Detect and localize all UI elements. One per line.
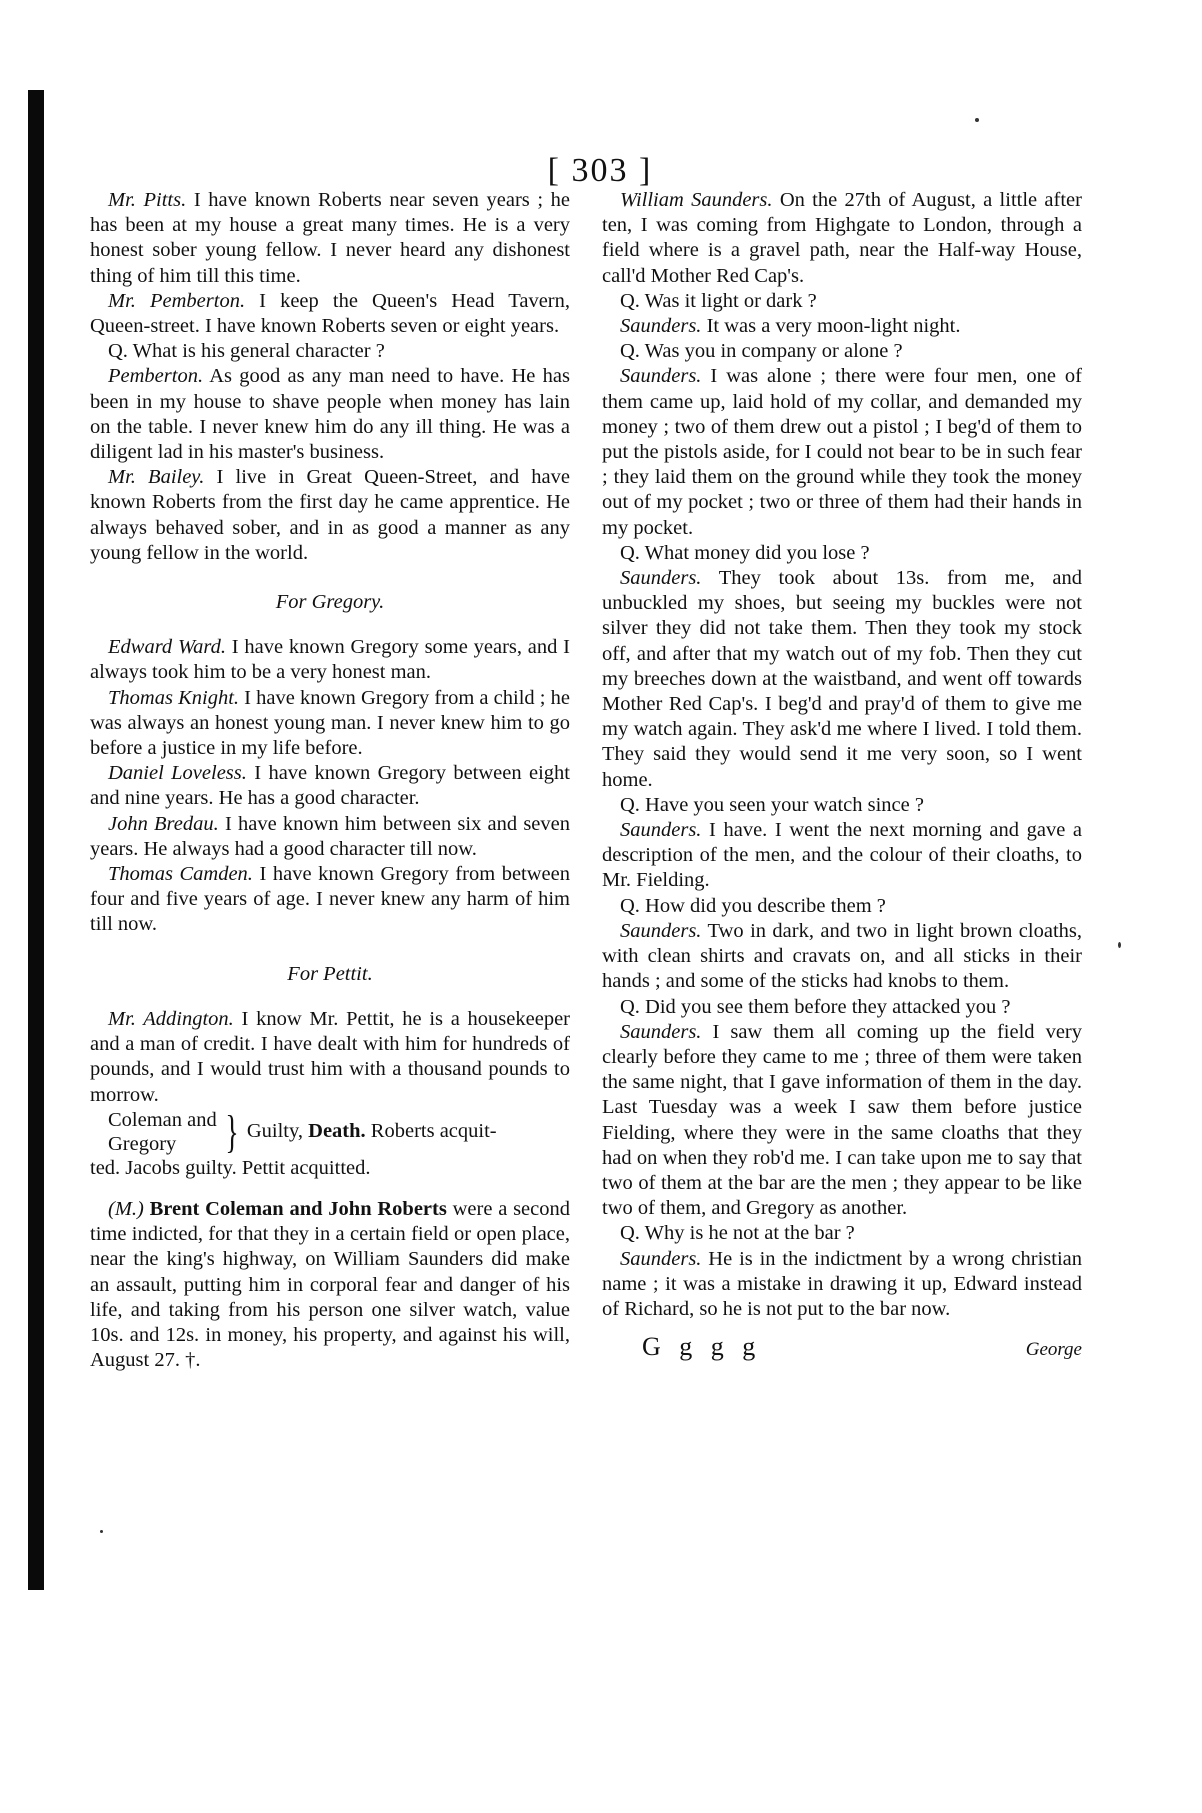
testimony-pitts: Mr. Pitts. I have known Roberts near seven years ; he has been at my house a great many times. He is a very honest sober young fellow. I never heard any dishonest thing of him till this time.	[90, 189, 570, 287]
verdict	[108, 1105, 570, 1157]
testimony-bredau: John Bredau. I have known him between six and seven years. He always had a good character till now.	[90, 812, 571, 860]
verdict-names: Coleman and Gregory	[108, 1108, 217, 1155]
testimony-pemberton-answer: Pemberton. As good as any man need to have. He has been in my house to shave people when money has lain on the table. I never knew him do any ill thing. He was a diligent lad in his master's business.	[90, 365, 570, 464]
verdict-continued: ted. Jacobs guilty. Pettit acquitted.	[90, 1156, 371, 1179]
answer: Saunders. He is in the indictment by a wrong christian name ; it was a mistake in drawing it up, Edward instead of Richard, so he is not put to the bar now.	[602, 1247, 1082, 1320]
catchword: George	[1025, 1339, 1082, 1361]
testimony-knight: Thomas Knight. I have known Gregory from a child ; he was always an honest young man. I never knew him to go before a justice in my life before.	[90, 686, 570, 760]
brace-glyph: }	[225, 1105, 239, 1157]
answer: Saunders. Two in dark, and two in light brown cloaths, with clean shirts and cravats on, and all sticks in their hands ; and some of the sticks had knobs to them.	[602, 919, 1082, 993]
answer: Saunders. I was alone ; there were four men, one of them came up, laid hold of my collar, and demanded my money ; two of them drew out a pistol ; I beg'd of them to put the pistols aside, for I could not bear to be in such fear ; they laid them on the ground while they took the money out of my pocket ; two or three of them had their hands in my pocket.	[602, 365, 1082, 539]
signature-mark: G g g g	[642, 1332, 762, 1362]
testimony-addington: Mr. Addington. I know Mr. Pettit, he is a housekeeper and a man of credit. I have dealt with him for hundreds of pounds, and I would trust him with a thousand pounds to morrow.	[90, 1007, 570, 1106]
indictment: (M.) Brent Coleman and John Roberts were a second time indicted, for that they in a certain field or open place, near the king's highway, on William Saunders did make an assault, putting him in corporal fear and danger of his life, and taking from his person one silver watch, value 10s. and 12s. in money, his property, and against his will, August 27. †.	[90, 1197, 570, 1372]
answer: Saunders. It was a very moon-light night.	[620, 315, 961, 338]
question: Q. Was you in company or alone ?	[620, 340, 903, 363]
question: Q. Did you see them before they attacked you ?	[620, 995, 1011, 1018]
testimony-bailey: Mr. Bailey. I live in Great Queen-Street, and have known Roberts from the first day he came apprentice. He always behaved sober, and in as good a manner as any young fellow in the world.	[90, 466, 570, 564]
heading-for-gregory: For Gregory.	[275, 591, 385, 614]
binding-shadow	[28, 90, 44, 1590]
right-column	[602, 188, 1082, 1362]
page-footer	[602, 1334, 1082, 1362]
question: Q. What money did you lose ?	[620, 541, 870, 564]
question: Q. What is his general character ?	[108, 340, 385, 363]
page-number: [ 303 ]	[547, 152, 653, 189]
testimony-ward: Edward Ward. I have known Gregory some years, and I always took him to be a very honest man.	[90, 636, 571, 684]
ink-speck	[975, 118, 979, 122]
testimony-loveless: Daniel Loveless. I have known Gregory between eight and nine years. He has a good character.	[90, 762, 570, 810]
testimony-pemberton: Mr. Pemberton. I keep the Queen's Head Tavern, Queen-street. I have known Roberts seven or eight years.	[90, 289, 570, 338]
verdict-text: Guilty, Death. Roberts acquit-	[246, 1120, 497, 1143]
question: Q. How did you describe them ?	[620, 894, 886, 917]
ink-speck	[1118, 942, 1121, 948]
left-column	[90, 188, 570, 1373]
testimony-saunders: William Saunders. On the 27th of August, a little after ten, I was coming from Highgate to London, through a field where is a gravel path, near the Half-way House, call'd Mother Red Cap's.	[602, 189, 1082, 287]
testimony-camden: Thomas Camden. I have known Gregory from between four and five years of age. I never knew any harm of him till now.	[90, 863, 570, 936]
ink-speck	[100, 1530, 103, 1533]
answer: Saunders. I saw them all coming up the field very clearly before they came to me ; three of them were taken the same night, that I gave information of them in the day. Last Tuesday was a week I saw them before justice Fielding, where they were in the same cloaths that they had on when they rob'd me. I can take upon me to say that two of them at the bar are the men ; they appear to be like two of them, and Gregory as another.	[602, 1020, 1082, 1220]
question: Q. Was it light or dark ?	[620, 289, 817, 312]
question: Q. Why is he not at the bar ?	[620, 1222, 855, 1245]
answer: Saunders. They took about 13s. from me, and unbuckled my shoes, but seeing my buckles were not silver they did not take them. Then they took my stock off, and after that my watch out of my fob. Then they cut my breeches down at the waistband, and went off towards Mother Red Cap's. I beg'd and pray'd of them to give me my watch again. They ask'd me where I lived. I told them. They said they would send it me very soon, so I went home.	[602, 567, 1082, 791]
heading-for-pettit: For Pettit.	[287, 962, 373, 985]
question: Q. Have you seen your watch since ?	[620, 793, 924, 816]
answer: Saunders. I have. I went the next morning and gave a description of the men, and the colour of their cloaths, to Mr. Fielding.	[602, 819, 1082, 892]
